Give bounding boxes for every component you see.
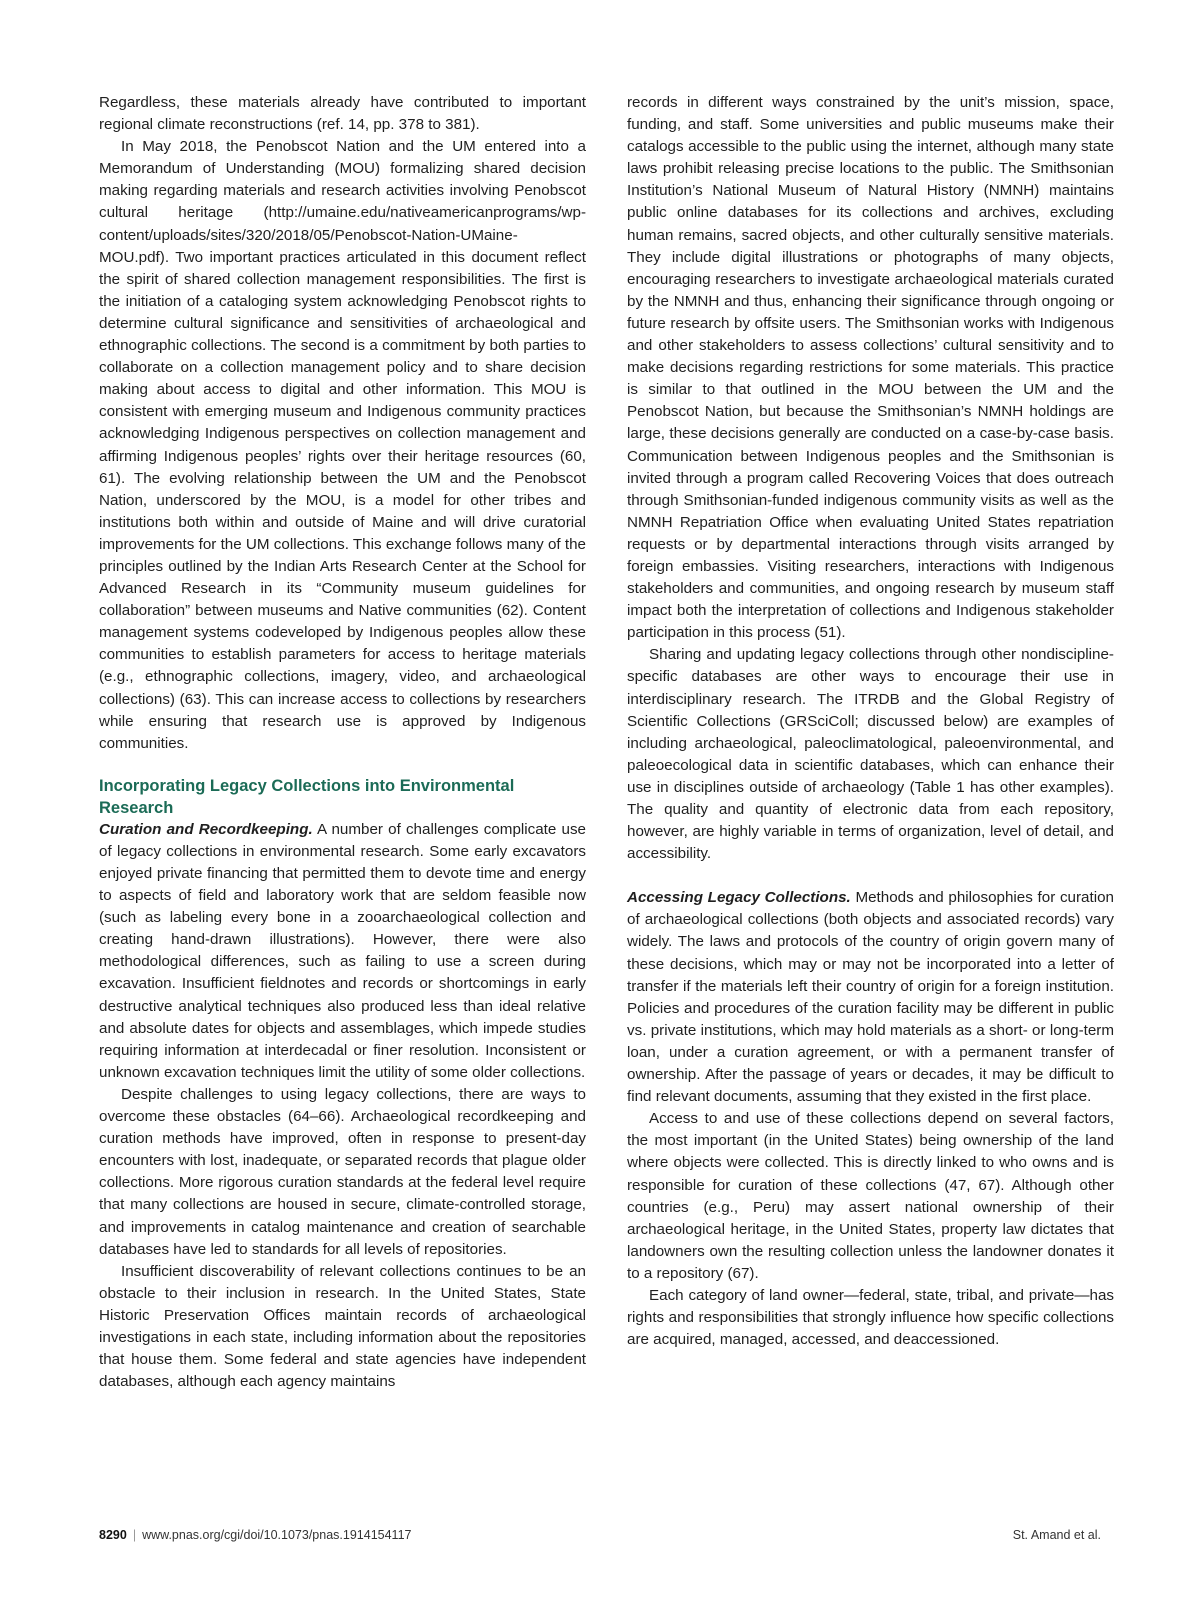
runin-heading-accessing: Accessing Legacy Collections. [627,889,851,907]
page-footer [99,1527,1101,1543]
section-heading: Incorporating Legacy Collections into Environmental Research [99,776,515,817]
right-paragraph-5: Each category of land owner—federal, state, tribal, and private—has rights and responsibilities that strongly influence how specific collections are acquired, managed, accessed, and deaccessioned. [627,1286,1114,1349]
left-column [99,92,586,1393]
right-paragraph-2: Sharing and updating legacy collections through other nondiscipline-specific databases are other ways to encourage their use in interdisciplinary research. The ITRDB and the Global Registry of Scientific Collections (GRSciColl; discussed below) are examples of including archaeological, paleoclimatological, paleoenvironmental, and paleoecological data in scientific databases, which can enhance their use in disciplines outside of archaeology (Table 1 has other examples). The quality and quantity of electronic data from each repository, however, are highly variable in terms of organization, level of detail, and accessibility. [627,646,1114,863]
left-paragraph-3 [99,819,586,1084]
right-column [627,92,1114,1351]
footer-separator: | [132,1528,137,1542]
left-paragraph-2: In May 2018, the Penobscot Nation and the UM entered into a Memorandum of Understanding (MOU) formalizing shared decision making regarding materials and research activities involving Penobscot cultural heritage (http://umaine.edu/nativeamericanprograms/wp-content/uploads/sites/320/2018/05/Penobscot-Nation-UMaine-MOU.pdf). Two important practices articulated in this document reflect the spirit of shared collection management responsibilities. The first is the initiation of a cataloging system acknowledging Penobscot rights to determine cultural significance and sensitivities of archaeological and ethnographic collections. The second is a commitment by both parties to collaborate on a collection management policy and to share decision making about access to digital and other information. This MOU is consistent with emerging museum and Indigenous community practices acknowledging Indigenous perspectives on collection management and affirming Indigenous peoples’ rights over their heritage resources (60, 61). The evolving relationship between the UM and the Penobscot Nation, underscored by the MOU, is a model for other tribes and institutions both within and outside of Maine and will drive curatorial improvements for the UM collections. This exchange follows many of the principles outlined by the Indian Arts Research Center at the School for Advanced Research in its “Community museum guidelines for collaboration” between museums and Native communities (62). Content management systems codeveloped by Indigenous peoples allow these communities to establish parameters for access to heritage materials (e.g., ethnographic collections, imagery, video, and archaeological collections) (63). This can increase access to collections by researchers while ensuring that research use is approved by Indigenous communities. [99,138,586,752]
paragraph-gap [627,865,1114,887]
runin-heading-curation: Curation and Recordkeeping. [99,820,313,838]
page-number: 8290 [99,1528,127,1542]
doi-link[interactable]: www.pnas.org/cgi/doi/10.1073/pnas.1914154117 [142,1528,412,1542]
right-paragraph-4: Access to and use of these collections depend on several factors, the most important (in the United States) being ownership of the land where objects were collected. This is directly linked to who owns and is responsible for curation of these collections (47, 67). Although other countries (e.g., Peru) may assert national ownership of their archaeological heritage, in the United States, property law dictates that landowners own the resulting collection unless the landowner donates it to a repository (67). [627,1110,1114,1282]
left-paragraph-3-body: A number of challenges complicate use of legacy collections in environmental research. Some early excavators enjoyed private financing that permitted them to devote time and energy to aspects of field and laboratory work that are seldom feasible now (such as labeling every bone in a zooarchaeological collection and creating hand-drawn illustrations). However, there were also methodological differences, such as failing to use a screen during excavation. Insufficient fieldnotes and records or shortcomings in early destructive analytical techniques also produced less than ideal relative and absolute dates for objects and assemblages, which impede studies requiring information at interdecadal or finer resolution. Inconsistent or unknown excavation techniques limit the utility of some older collections. [99,820,586,1081]
right-paragraph-1: records in different ways constrained by the unit’s mission, space, funding, and staff. Some universities and public museums make their catalogs accessible to the public using the internet, although many state laws prohibit releasing precise locations to the public. The Smithsonian Institution’s National Museum of Natural History (NMNH) maintains public online databases for its collections and archives, excluding human remains, sacred objects, and other culturally sensitive materials. They include digital illustrations or photographs of many objects, encouraging researchers to investigate archaeological materials curated by the NMNH and thus, enhancing their significance through ongoing or future research by offsite users. The Smithsonian works with Indigenous and other stakeholders to assess collections’ cultural sensitivity and to make decisions regarding restrictions for some materials. This practice is similar to that outlined in the MOU between the UM and the Penobscot Nation, but because the Smithsonian’s NMNH holdings are large, these decisions generally are conducted on a case-by-case basis. Communication between Indigenous peoples and the Smithsonian is invited through a program called Recovering Voices that does outreach through Smithsonian-funded indigenous community visits as well as the NMNH Repatriation Office when evaluating United States repatriation requests or by departmental interactions through visits arranged by foreign embassies. Visiting researchers, interactions with Indigenous stakeholders and communities, and ongoing research by museum staff impact both the interpretation of collections and Indigenous stakeholder participation in this process (51). [627,94,1114,642]
left-paragraph-4: Despite challenges to using legacy collections, there are ways to overcome these obstacles (64–66). Archaeological recordkeeping and curation methods have improved, often in response to present-day encounters with lost, inadequate, or separated records that plague older collections. More rigorous curation standards at the federal level require that many collections are housed in secure, climate-controlled storage, and improvements in catalog maintenance and creation of searchable databases have led to standards for all levels of repositories. [99,1085,586,1258]
left-paragraph-1: Regardless, these materials already have contributed to important regional climate reconstructions (ref. 14, pp. 378 to 381). [99,94,586,134]
left-paragraph-5: Insufficient discoverability of relevant collections continues to be an obstacle to their inclusion in research. In the United States, State Historic Preservation Offices maintain records of archaeological investigations in each state, including information about the repositories that house them. Some federal and state agencies have independent databases, although each agency maintains [99,1262,586,1391]
right-paragraph-3-body: Methods and philosophies for curation of archaeological collections (both objects and associated records) vary widely. The laws and protocols of the country of origin govern many of these decisions, which may or may not be incorporated into a letter of transfer if the materials left their country of origin for a foreign institution. Policies and procedures of the curation facility may be different in public vs. private institutions, which may hold materials as a short- or long-term loan, under a curation agreement, or with a permanent transfer of ownership. After the passage of years or decades, it may be difficult to find relevant documents, assuming that they existed in the first place. [627,889,1114,1106]
right-paragraph-3 [627,887,1114,1108]
footer-authors: St. Amand et al. [1012,1528,1101,1542]
